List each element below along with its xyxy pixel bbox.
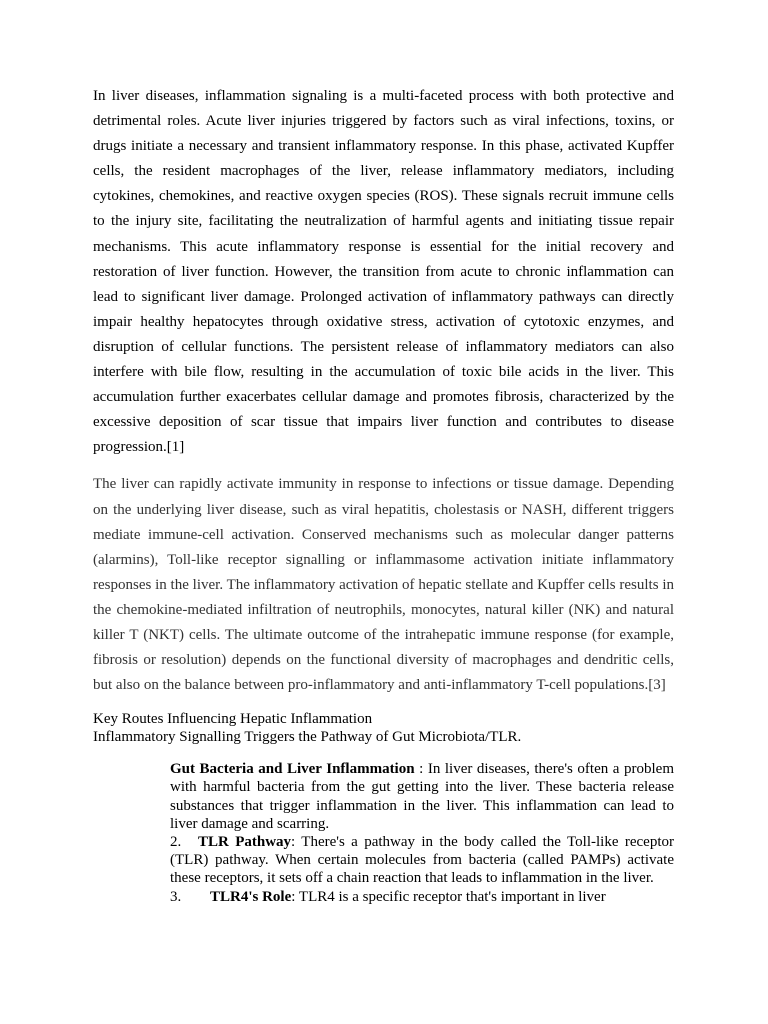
heading-key-routes: Key Routes Influencing Hepatic Inflammation <box>93 711 373 728</box>
list-item-gut-bacteria <box>170 760 674 833</box>
list-item-number: 2. <box>170 834 182 851</box>
list-item-text: : TLR4 is a specific receptor that's important in liver <box>291 888 606 905</box>
list-item-title: TLR4's Role <box>210 888 292 905</box>
paragraph-liver-immunity: The liver can rapidly activate immunity in response to infections or tissue damage. Depending on the underlying liver disease, such as viral hepatitis, cholestasis or NASH, different triggers mediate immune-cell activation. Conserved mechanisms such as molecular danger patterns (alarmins), Toll-like receptor signalling or inflammasome activation initiate inflammatory responses in the liver. The inflammatory activation of hepatic stellate and Kupffer cells results in the chemokine-mediated infiltration of neutrophils, monocytes, natural killer (NK) and natural killer T (NKT) cells. The ultimate outcome of the intrahepatic immune response (for example, fibrosis or resolution) depends on the functional diversity of macrophages and dendritic cells, but also on the balance between pro-inflammatory and anti-inflammatory T-cell populations.[3] <box>93 476 674 694</box>
heading-gut-microbiota-tlr: Inflammatory Signalling Triggers the Pathway of Gut Microbiota/TLR. <box>93 729 522 746</box>
list-item-tlr4-role <box>170 888 674 906</box>
section-headings <box>93 710 674 746</box>
list-item-title: TLR Pathway <box>198 834 292 851</box>
list-item-text: : There's a pathway in the body called the Toll-like receptor (TLR) pathway. When certain molecules from bacteria (called PAMPs) activate these receptors, it sets off a chain reaction that leads to inflammation in the liver. <box>170 834 674 887</box>
document-page <box>93 84 674 906</box>
list-item-title: Gut Bacteria and Liver Inflammation <box>170 761 415 778</box>
list-item-number: 3. <box>170 888 182 905</box>
list-item-tlr-pathway <box>170 833 674 888</box>
paragraph-liver-inflammation: In liver diseases, inflammation signaling is a multi-faceted process with both protective and detrimental roles. Acute liver injuries triggered by factors such as viral infections, toxins, or drugs initiate a necessary and transient inflammatory response. In this phase, activated Kupffer cells, the resident macrophages of the liver, release inflammatory mediators, including cytokines, chemokines, and reactive oxygen species (ROS). These signals recruit immune cells to the injury site, facilitating the neutralization of harmful agents and initiating tissue repair mechanisms. This acute inflammatory response is essential for the initial recovery and restoration of liver function. However, the transition from acute to chronic inflammation can lead to significant liver damage. Prolonged activation of inflammatory pathways can directly impair healthy hepatocytes through oxidative stress, activation of cytotoxic enzymes, and disruption of cellular functions. The persistent release of inflammatory mediators can also interfere with bile flow, resulting in the accumulation of toxic bile acids in the liver. This accumulation further exacerbates cellular damage and promotes fibrosis, characterized by the excessive deposition of scar tissue that impairs liver function and contributes to disease progression.[1] <box>93 88 674 456</box>
list-item-text: : In liver diseases, there's often a problem with harmful bacteria from the gut getting into the liver. These bacteria release substances that trigger inflammation in the liver. This inflammation can lead to liver damage and scarring. <box>170 761 674 832</box>
numbered-list <box>170 760 674 906</box>
